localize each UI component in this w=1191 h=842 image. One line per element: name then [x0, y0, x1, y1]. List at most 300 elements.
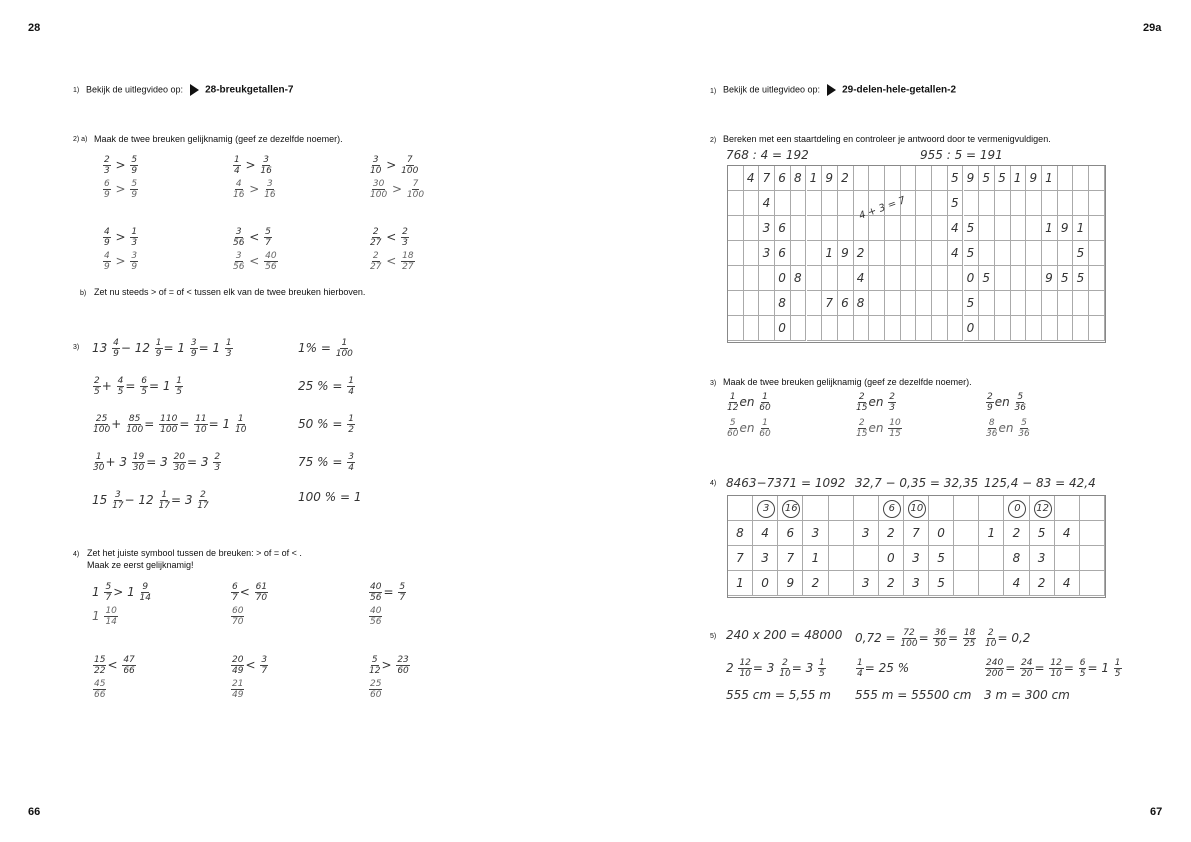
expression-text: =: [208, 417, 223, 431]
video-link[interactable]: 29-delen-hele-getallen-2: [842, 84, 957, 96]
numerator: 10: [889, 418, 901, 428]
subtraction-digit: 5: [1037, 526, 1046, 540]
expression-text: 2: [726, 661, 738, 675]
numerator: 3: [261, 655, 268, 665]
grid-cell: [744, 291, 760, 316]
question-number: 2) a): [73, 136, 88, 143]
fraction: [231, 582, 239, 603]
fraction: [260, 655, 268, 676]
fraction: [155, 338, 163, 359]
grid-cell: [1011, 316, 1027, 341]
denominator: 50: [934, 639, 946, 649]
numerator: 40: [370, 606, 382, 616]
denominator: 12: [727, 403, 739, 413]
subtraction-digit: 7: [912, 526, 920, 540]
numerator: 6: [141, 376, 147, 386]
denominator: 66: [94, 690, 106, 700]
denominator: 27: [370, 262, 382, 272]
expression-text: =: [997, 631, 1012, 645]
grid-cell: [932, 291, 948, 316]
denominator: 15: [856, 429, 868, 439]
grid-cell: [807, 191, 823, 216]
grid-cell: [932, 216, 948, 241]
multiplication-digit: 9: [841, 246, 849, 260]
percentage-line: [298, 414, 356, 435]
fraction: [159, 414, 178, 435]
numerator: 5: [131, 155, 138, 165]
grid-cell: [979, 216, 995, 241]
grid-cell: [932, 266, 948, 291]
denominator: 56: [233, 238, 245, 248]
multiplication-digit: 1: [1076, 221, 1085, 235]
grid-cell: [1089, 241, 1105, 266]
fraction: [370, 179, 387, 200]
denominator: 5: [1079, 669, 1086, 679]
expression-text: 15: [92, 493, 112, 507]
denominator: 60: [759, 403, 771, 413]
play-icon[interactable]: [827, 84, 836, 96]
expression-text: en: [868, 395, 888, 409]
numerator: 21: [232, 679, 244, 689]
subtraction-digit: 3: [811, 526, 820, 540]
multiplication-digit: 7: [825, 296, 833, 310]
subtraction-equation: 32,7 − 0,35 = 32,35: [855, 476, 979, 490]
denominator: 22: [94, 666, 106, 676]
conversion-line: [855, 628, 977, 649]
fraction: [130, 227, 138, 248]
denominator: 70: [255, 593, 268, 603]
multiplication-digit: 5: [1076, 271, 1085, 285]
expression-text: 3: [184, 493, 197, 507]
numerator: 2: [782, 658, 788, 668]
expression-text: 13: [92, 341, 112, 355]
denominator: 10: [985, 639, 997, 649]
carry-circle: 16: [782, 500, 800, 518]
compare-line: [368, 582, 407, 603]
multiplication-digit: 6: [841, 296, 849, 310]
numerator: 3: [263, 155, 270, 165]
numerator: 1: [161, 490, 168, 500]
division-digit: 1: [1013, 171, 1022, 185]
fraction: [370, 155, 381, 176]
numerator: 2: [858, 392, 865, 402]
expression-text: %: [897, 661, 910, 675]
denominator: 16: [264, 190, 276, 200]
division-digit: 4: [762, 196, 771, 210]
fraction: [140, 376, 148, 397]
denominator: 17: [197, 501, 209, 511]
expression-text: 0,72: [855, 631, 886, 645]
denominator: 5: [141, 387, 147, 397]
division-digit: 1: [809, 171, 818, 185]
grid-cell: [728, 291, 744, 316]
denominator: 9: [104, 238, 110, 248]
fraction: [93, 655, 106, 676]
carry-circle: 6: [883, 500, 901, 518]
video-label: Bekijk de uitlegvideo op:: [723, 84, 821, 95]
percentage-line: [298, 338, 354, 359]
grid-cell: [791, 241, 807, 266]
calculation-line: [92, 376, 184, 397]
numerator: 30: [372, 179, 385, 189]
denominator: 36: [1014, 403, 1026, 413]
numerator: 4: [104, 227, 110, 237]
multiplication-digit: 2: [856, 246, 865, 260]
question-text: Zet nu steeds > of = of < tussen elk van de twee breuken hierboven.: [94, 287, 366, 297]
numerator: 3: [131, 251, 138, 261]
expression-text: −: [120, 341, 135, 355]
play-icon[interactable]: [190, 84, 199, 96]
question-text: Maak de twee breuken gelijknamig (geef ze dezelfde noemer).: [723, 377, 972, 387]
denominator: 3: [131, 238, 138, 248]
grid-cell: [901, 316, 917, 341]
conversion-line: [984, 658, 1123, 679]
grid-cell: [822, 191, 838, 216]
subtraction-digit: 2: [811, 576, 820, 590]
denominator: 56: [265, 262, 277, 272]
subtraction-digit: 8: [1012, 551, 1021, 565]
fraction: [933, 628, 946, 649]
comparison-operator: <: [245, 254, 264, 268]
grid-cell: [979, 191, 995, 216]
numerator: 25: [370, 679, 382, 689]
fraction: [235, 414, 246, 435]
grid-cell: [807, 291, 823, 316]
fraction: [231, 606, 244, 627]
fraction: [369, 606, 382, 627]
expression-text: 1: [222, 417, 234, 431]
division-digit: 9: [966, 171, 975, 185]
expression-text: =: [1010, 688, 1025, 702]
grid-cell: [728, 266, 744, 291]
denominator: 100: [370, 190, 388, 200]
fraction: [900, 628, 917, 649]
grid-cell: [1026, 241, 1042, 266]
fraction: [1020, 658, 1033, 679]
grid-cell: [1011, 291, 1027, 316]
denominator: 16: [233, 190, 245, 200]
denominator: 100: [126, 425, 144, 435]
grid-cell: [1011, 266, 1027, 291]
division-digit: 9: [825, 171, 833, 185]
denominator: 9: [104, 190, 110, 200]
numerator: 2: [402, 227, 408, 237]
subtraction-digit: 3: [912, 576, 920, 590]
fraction: [260, 155, 271, 176]
grid-cell: [1073, 191, 1089, 216]
grid-cell: [1042, 316, 1058, 341]
grid-cell: [932, 241, 948, 266]
fraction: [369, 655, 380, 676]
expression-text: 200: [763, 628, 791, 642]
grid-cell: [916, 191, 932, 216]
division-digit: 5: [950, 171, 959, 185]
numerator: 6: [104, 179, 110, 189]
denominator: 7: [105, 593, 112, 603]
numerator: 40: [370, 582, 382, 592]
fraction: [401, 227, 409, 248]
grid-cell: [948, 266, 964, 291]
expression-text: <: [107, 658, 122, 672]
subtraction-digit: 3: [861, 526, 870, 540]
expression-text: =: [125, 379, 140, 393]
denominator: 7: [261, 666, 268, 676]
grid-cell: [822, 216, 838, 241]
grid-cell: [901, 216, 917, 241]
numerator: 1: [762, 418, 768, 428]
numerator: 1: [341, 338, 348, 348]
fraction: [347, 376, 355, 397]
fraction: [856, 418, 867, 439]
question-number: 3): [73, 344, 80, 351]
calculation-line: [92, 452, 222, 473]
fraction: [759, 418, 770, 439]
grid-cell: [932, 166, 948, 191]
comparison-operator: >: [382, 158, 401, 172]
expression-text: %: [317, 455, 333, 469]
fraction: [856, 658, 864, 679]
question-text: Maak de twee breuken gelijknamig (geef ze dezelfde noemer).: [94, 134, 343, 144]
multiplication-digit: 9: [1045, 271, 1053, 285]
fraction: [986, 418, 997, 439]
expression-text: =: [332, 455, 347, 469]
question-number: 2): [710, 137, 717, 144]
denominator: 3: [402, 238, 408, 248]
subtraction-digit: 7: [736, 551, 744, 565]
expression-text: +: [101, 379, 116, 393]
grid-cell: [885, 241, 901, 266]
numerator: 6: [232, 582, 238, 592]
grid-cell: [791, 216, 807, 241]
fraction: [130, 251, 138, 272]
fraction: [104, 582, 112, 603]
denominator: 200: [986, 669, 1004, 679]
percentage-line: [298, 490, 361, 504]
grid-cell: [1089, 316, 1105, 341]
conversion-line: [726, 658, 827, 679]
grid-cell: [869, 291, 885, 316]
grid-cell: [995, 316, 1011, 341]
expression-text: %: [317, 379, 333, 393]
grid-cell: [869, 241, 885, 266]
denominator: 36: [1018, 429, 1030, 439]
grid-cell: [1026, 291, 1042, 316]
subtraction-digit: 2: [1012, 526, 1021, 540]
grid-cell: [744, 191, 760, 216]
grid-cell: [954, 546, 979, 571]
numerator: 61: [255, 582, 268, 592]
subtraction-digit: 1: [811, 551, 820, 565]
subtraction-equation: 8463−7371 = 1092: [726, 476, 846, 490]
numerator: 2: [372, 251, 379, 261]
denominator: 9: [190, 349, 197, 359]
denominator: 3: [214, 463, 221, 473]
grid-cell: [1080, 546, 1105, 571]
denominator: 100: [900, 639, 918, 649]
denominator: 7: [399, 593, 406, 603]
carry-note: 4 + 3 = 7: [857, 195, 907, 222]
grid-cell: [1011, 216, 1027, 241]
grid-cell: [759, 291, 775, 316]
grid-cell: [829, 496, 854, 521]
subtraction-digit: 5: [937, 551, 945, 565]
comparison-operator: >: [111, 254, 130, 268]
fraction-pair: [726, 392, 772, 413]
numerator: 40: [265, 251, 277, 261]
expression-text: =: [1087, 661, 1102, 675]
grid-cell: [1055, 496, 1080, 521]
grid-cell: [854, 316, 870, 341]
fraction-comparison-equalized: [232, 251, 279, 272]
numerator: 12: [739, 658, 751, 668]
numerator: 5: [1021, 418, 1027, 428]
numerator: 3: [235, 251, 242, 261]
grid-cell: [948, 316, 964, 341]
grid-cell: [932, 191, 948, 216]
calculation-line: [92, 490, 210, 511]
fraction: [231, 679, 244, 700]
expression-text: en: [994, 395, 1014, 409]
denominator: 9: [113, 349, 119, 359]
expression-text: 12: [134, 341, 154, 355]
fraction-comparison: [232, 227, 273, 248]
grid-cell: [995, 191, 1011, 216]
grid-cell: [829, 546, 854, 571]
expression-text: 25: [298, 379, 318, 393]
expression-text: 1: [162, 379, 175, 393]
expression-text: 1%: [298, 341, 321, 355]
fraction: [126, 414, 143, 435]
carry-circle: 10: [908, 500, 926, 518]
compare-helper: [230, 679, 245, 700]
comparison-operator: <: [382, 254, 401, 268]
expression-text: 3: [160, 455, 172, 469]
grid-cell: [744, 241, 760, 266]
denominator: 4: [348, 387, 354, 397]
compare-line: [92, 582, 152, 603]
fraction: [759, 392, 770, 413]
fraction: [401, 155, 418, 176]
compare-line: [230, 582, 269, 603]
expression-text: −: [124, 493, 139, 507]
grid-cell: [1042, 291, 1058, 316]
denominator: 10: [234, 425, 247, 435]
denominator: 100: [160, 425, 178, 435]
numerator: 1: [819, 658, 825, 668]
division-digit: 1: [1045, 171, 1053, 185]
video-label: Bekijk de uitlegvideo op:: [86, 84, 184, 95]
grid-cell: [838, 216, 854, 241]
expression-text: m: [995, 688, 1011, 702]
numerator: 20: [173, 452, 186, 462]
compare-helper: [92, 679, 107, 700]
fraction-comparison: [369, 227, 410, 248]
grid-cell: [1026, 191, 1042, 216]
numerator: 10: [105, 606, 117, 616]
expression-text: 1: [92, 585, 104, 599]
fraction: [370, 251, 381, 272]
percentage-line: [298, 376, 356, 397]
numerator: 45: [94, 679, 106, 689]
grid-cell: [807, 316, 823, 341]
fraction: [398, 582, 406, 603]
denominator: 70: [232, 617, 244, 627]
fraction: [779, 658, 790, 679]
division-digit: 5: [966, 296, 975, 310]
grid-cell: [1089, 266, 1105, 291]
numerator: 11: [195, 414, 207, 424]
comparison-operator: <: [245, 230, 264, 244]
numerator: 23: [397, 655, 409, 665]
grid-cell: [916, 266, 932, 291]
division-digit: 5: [998, 171, 1006, 185]
multiplication-digit: 8: [856, 296, 865, 310]
grid-cell: [1089, 216, 1105, 241]
fraction-pair: [855, 392, 897, 413]
denominator: 17: [112, 501, 124, 511]
numerator: 2: [94, 376, 100, 386]
denominator: 100: [401, 166, 419, 176]
fraction-comparison-equalized: [232, 179, 277, 200]
grid-cell: [869, 316, 885, 341]
fraction: [985, 658, 1004, 679]
division-equation: 768 : 4 = 192: [726, 148, 809, 162]
fraction: [103, 227, 111, 248]
expression-text: +: [105, 455, 120, 469]
subtraction-equation: 125,4 − 83 = 42,4: [984, 476, 1096, 490]
expression-text: 3: [766, 661, 779, 675]
expression-text: 0,2: [1011, 631, 1031, 645]
grid-cell: [838, 191, 854, 216]
page-number-left-bottom: 66: [28, 806, 41, 818]
compare-line: [368, 655, 411, 676]
grid-cell: [885, 266, 901, 291]
denominator: 30: [132, 463, 145, 473]
numerator: 8: [988, 418, 995, 428]
numerator: 2: [889, 392, 895, 402]
fraction: [194, 414, 207, 435]
numerator: 1: [857, 658, 863, 668]
grid-cell: [759, 316, 775, 341]
expression-text: =: [383, 585, 398, 599]
grid-cell: [744, 216, 760, 241]
grid-cell: [916, 316, 932, 341]
grid-cell: [916, 291, 932, 316]
expression-text: x: [752, 628, 764, 642]
division-digit: 6: [778, 246, 786, 260]
fraction: [818, 658, 826, 679]
fraction-comparison-equalized: [102, 251, 139, 272]
expression-text: >: [113, 585, 128, 599]
grid-cell: [885, 166, 901, 191]
numerator: 4: [235, 179, 242, 189]
subtraction-digit: 2: [886, 576, 895, 590]
compare-line: [230, 655, 269, 676]
expression-text: =: [339, 490, 354, 504]
fraction-comparison: [369, 155, 419, 176]
fraction: [727, 392, 738, 413]
expression-text: 3: [119, 455, 131, 469]
expression-text: <: [245, 658, 260, 672]
fraction: [986, 392, 994, 413]
denominator: 66: [123, 666, 135, 676]
expression-text: cm: [953, 688, 972, 702]
denominator: 9: [131, 190, 138, 200]
division-digit: 0: [778, 271, 786, 285]
video-link[interactable]: 28-breukgetallen-7: [205, 84, 294, 96]
grid-cell: [759, 266, 775, 291]
expression-text: en: [998, 421, 1018, 435]
